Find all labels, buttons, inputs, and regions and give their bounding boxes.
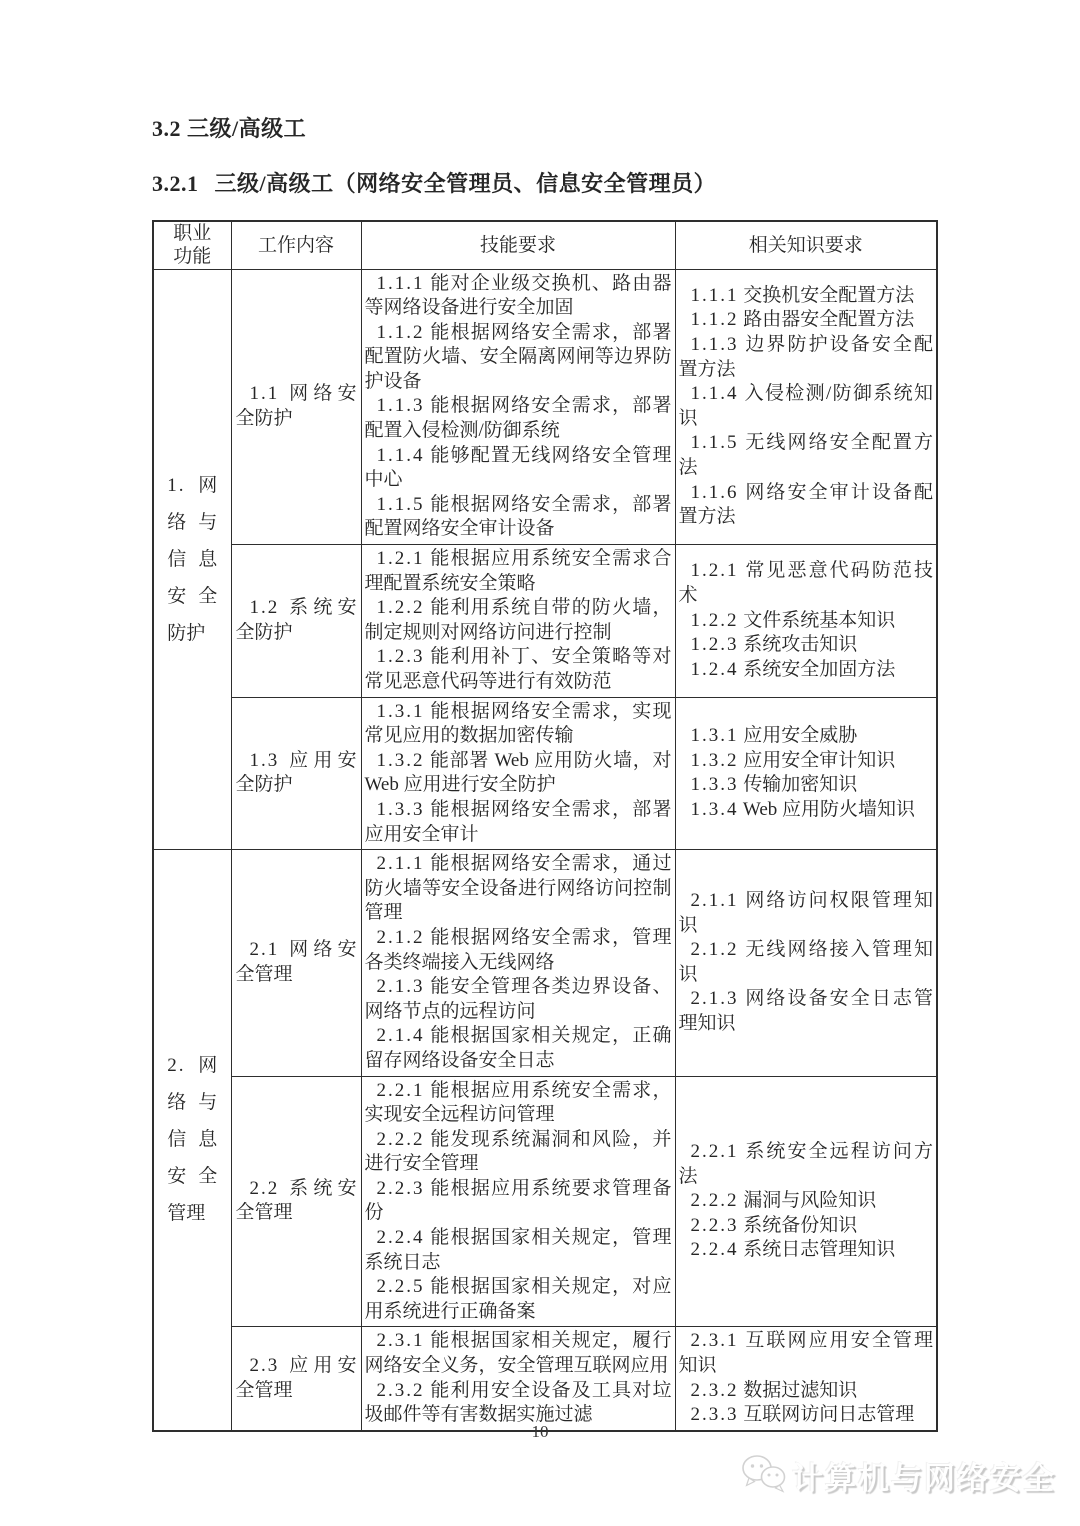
item-number: 2.2 bbox=[249, 1177, 280, 1199]
item-number: 1.3.1 bbox=[690, 725, 739, 747]
knowledge-item: 1.3.2 应用安全审计知识 bbox=[690, 749, 896, 771]
knowledge-item: 1.3.1 应用安全威胁 bbox=[690, 725, 858, 747]
skills-cell bbox=[361, 697, 675, 850]
item-number: 1.3.1 bbox=[376, 700, 425, 722]
skill-item: 2.2.1 能根据应用系统安全需求，实现安全远程访问管理 bbox=[364, 1079, 672, 1126]
work-content-cell bbox=[231, 1327, 361, 1431]
page-number: 10 bbox=[531, 1422, 549, 1441]
skill-item: 2.3.1 能根据国家相关规定，履行网络安全义务，安全管理互联网应用 bbox=[364, 1330, 672, 1377]
item-number: 1.1.5 bbox=[376, 493, 425, 515]
skill-item: 2.1.4 能根据国家相关规定，正确留存网络设备安全日志 bbox=[364, 1025, 672, 1071]
column-header: 相关知识要求 bbox=[675, 221, 937, 269]
item-number: 1.3.4 bbox=[690, 798, 739, 820]
knowledge-cell bbox=[675, 697, 937, 850]
item-number: 1.2.3 bbox=[376, 646, 425, 668]
knowledge-cell bbox=[675, 269, 937, 545]
knowledge-cell bbox=[675, 850, 937, 1076]
item-number: 2.1.3 bbox=[376, 976, 425, 998]
item-number: 2.3.3 bbox=[690, 1404, 739, 1426]
item-number: 1.1 bbox=[249, 383, 280, 405]
skill-item: 1.2.3 能利用补丁、安全策略等对常见恶意代码等进行有效防范 bbox=[364, 646, 672, 692]
function-cell bbox=[153, 850, 231, 1431]
skills-cell bbox=[361, 545, 675, 698]
work-content-label: 2.2 系统安全管理 bbox=[235, 1177, 357, 1224]
column-header: 技能要求 bbox=[361, 221, 675, 269]
item-number: 1.1.3 bbox=[690, 333, 739, 355]
item-number: 1.3.2 bbox=[690, 749, 739, 771]
skill-item: 1.1.3 能根据网络安全需求，部署配置入侵检测/防御系统 bbox=[364, 395, 672, 442]
skill-item: 1.3.2 能部署 Web 应用防火墙，对 Web 应用进行安全防护 bbox=[364, 749, 672, 796]
item-number: 1.2 bbox=[249, 597, 280, 619]
knowledge-item: 2.2.3 系统备份知识 bbox=[690, 1214, 858, 1236]
watermark bbox=[740, 1452, 1056, 1499]
skills-standard-table bbox=[152, 220, 938, 1432]
item-number: 1.1.3 bbox=[376, 395, 425, 417]
item-number: 2.2.1 bbox=[690, 1140, 739, 1162]
item-number: 2.2.4 bbox=[690, 1239, 739, 1261]
item-number: 1. bbox=[167, 474, 186, 496]
knowledge-item: 1.2.1 常见恶意代码防范技术 bbox=[678, 560, 933, 606]
item-number: 2.1 bbox=[249, 939, 280, 961]
work-content-cell bbox=[231, 545, 361, 698]
skill-item: 2.2.3 能根据应用系统要求管理备份 bbox=[364, 1177, 672, 1224]
item-number: 1.1.2 bbox=[376, 321, 425, 343]
work-content-label: 1.3 应用安全防护 bbox=[235, 749, 357, 796]
function-label: 2. 网络与信息安全管理 bbox=[167, 1055, 218, 1225]
skill-item: 2.1.2 能根据网络安全需求，管理各类终端接入无线网络 bbox=[364, 926, 672, 973]
item-number: 2.3.2 bbox=[376, 1379, 425, 1401]
knowledge-item: 2.1.2 无线网络接入管理知识 bbox=[678, 939, 933, 985]
work-content-cell bbox=[231, 697, 361, 850]
skill-item: 1.1.2 能根据网络安全需求，部署配置防火墙、安全隔离网闸等边界防护设备 bbox=[364, 321, 672, 392]
knowledge-item: 2.3.3 互联网访问日志管理 bbox=[690, 1404, 915, 1426]
item-number: 2.2.2 bbox=[690, 1190, 739, 1212]
table-row bbox=[153, 269, 937, 545]
item-number: 1.2.2 bbox=[376, 597, 425, 619]
work-content-cell bbox=[231, 850, 361, 1076]
watermark-text: 计算机与网络安全 bbox=[792, 1461, 1056, 1496]
subsection-number: 3.2.1 bbox=[152, 171, 199, 196]
knowledge-item: 2.3.2 数据过滤知识 bbox=[690, 1379, 858, 1401]
item-number: 2.3.1 bbox=[376, 1330, 425, 1352]
knowledge-item: 1.3.4 Web 应用防火墙知识 bbox=[690, 798, 916, 820]
table-header-row bbox=[153, 221, 937, 269]
skills-cell bbox=[361, 850, 675, 1076]
item-number: 2.1.1 bbox=[690, 890, 739, 912]
table-row bbox=[153, 1327, 937, 1431]
table-row bbox=[153, 545, 937, 698]
skill-item: 1.1.1 能对企业级交换机、路由器等网络设备进行安全加固 bbox=[364, 272, 672, 319]
knowledge-item: 1.1.4 入侵检测/防御系统知识 bbox=[678, 383, 933, 429]
skill-item: 2.1.3 能安全管理各类边界设备、网络节点的远程访问 bbox=[364, 976, 672, 1022]
subsection-title bbox=[152, 167, 936, 198]
table-row bbox=[153, 1076, 937, 1327]
knowledge-item: 1.1.3 边界防护设备安全配置方法 bbox=[678, 333, 933, 380]
item-number: 2.2.1 bbox=[376, 1079, 425, 1101]
knowledge-cell bbox=[675, 545, 937, 698]
section-title: 3.2 三级/高级工 bbox=[152, 116, 307, 141]
wechat-logo-icon bbox=[740, 1452, 788, 1499]
item-number: 2.1.1 bbox=[376, 853, 425, 875]
knowledge-item: 2.1.1 网络访问权限管理知识 bbox=[678, 890, 933, 936]
item-number: 1.2.2 bbox=[690, 609, 739, 631]
item-number: 1.3.2 bbox=[376, 749, 425, 771]
skill-item: 2.3.2 能利用安全设备及工具对垃圾邮件等有害数据实施过滤 bbox=[364, 1379, 672, 1426]
function-cell bbox=[153, 269, 231, 850]
item-number: 2.3.1 bbox=[690, 1330, 739, 1352]
item-number: 1.3.3 bbox=[376, 798, 425, 820]
item-number: 2.2.3 bbox=[376, 1177, 425, 1199]
column-header-text: 职业功能 bbox=[173, 223, 212, 268]
knowledge-item: 2.1.3 网络设备安全日志管理知识 bbox=[678, 988, 933, 1035]
work-content-cell bbox=[231, 1076, 361, 1327]
item-number: 2.1.2 bbox=[376, 926, 425, 948]
item-number: 1.1.4 bbox=[376, 444, 425, 466]
skills-cell bbox=[361, 269, 675, 545]
item-number: 1.1.1 bbox=[376, 272, 425, 294]
item-number: 1.2.3 bbox=[690, 634, 739, 656]
skill-item: 2.2.2 能发现系统漏洞和风险，并进行安全管理 bbox=[364, 1128, 672, 1175]
skill-item: 1.3.3 能根据网络安全需求，部署应用安全审计 bbox=[364, 798, 672, 845]
item-number: 2. bbox=[167, 1055, 186, 1077]
knowledge-item: 1.3.3 传输加密知识 bbox=[690, 774, 858, 796]
item-number: 2.1.2 bbox=[690, 939, 739, 961]
work-content-label: 1.2 系统安全防护 bbox=[235, 597, 357, 643]
item-number: 2.3.2 bbox=[690, 1379, 739, 1401]
item-number: 1.2.1 bbox=[376, 548, 425, 570]
skill-item: 1.3.1 能根据网络安全需求，实现常见应用的数据加密传输 bbox=[364, 700, 672, 747]
skill-item: 2.2.5 能根据国家相关规定，对应用系统进行正确备案 bbox=[364, 1276, 672, 1322]
knowledge-item: 1.2.3 系统攻击知识 bbox=[690, 634, 858, 656]
item-number: 2.2.3 bbox=[690, 1214, 739, 1236]
knowledge-cell bbox=[675, 1327, 937, 1431]
skill-item: 1.1.5 能根据网络安全需求，部署配置网络安全审计设备 bbox=[364, 493, 672, 540]
knowledge-item: 2.3.1 互联网应用安全管理知识 bbox=[678, 1330, 933, 1377]
item-number: 1.2.4 bbox=[690, 658, 739, 680]
subsection-title-text: 三级/高级工（网络安全管理员、信息安全管理员） bbox=[214, 171, 717, 196]
item-number: 2.2.4 bbox=[376, 1227, 425, 1249]
item-number: 2.2.2 bbox=[376, 1128, 425, 1150]
knowledge-cell bbox=[675, 1076, 937, 1327]
item-number: 1.1.2 bbox=[690, 309, 739, 331]
item-number: 1.2.1 bbox=[690, 560, 739, 582]
knowledge-item: 2.2.1 系统安全远程访问方法 bbox=[678, 1140, 933, 1187]
skills-cell bbox=[361, 1076, 675, 1327]
page-content bbox=[152, 112, 936, 1432]
knowledge-item: 1.1.6 网络安全审计设备配置方法 bbox=[678, 481, 933, 528]
item-number: 2.1.3 bbox=[690, 988, 739, 1010]
item-number: 1.1.5 bbox=[690, 432, 739, 454]
item-number: 2.2.5 bbox=[376, 1276, 425, 1298]
item-number: 1.1.6 bbox=[690, 481, 739, 503]
item-number: 1.3 bbox=[249, 749, 280, 771]
column-header bbox=[153, 221, 231, 269]
function-label: 1. 网络与信息安全防护 bbox=[167, 474, 218, 644]
knowledge-item: 1.1.5 无线网络安全配置方法 bbox=[678, 432, 933, 478]
skill-item: 1.2.1 能根据应用系统安全需求合理配置系统安全策略 bbox=[364, 548, 672, 594]
table-row bbox=[153, 850, 937, 1076]
item-number: 1.1.1 bbox=[690, 284, 739, 306]
skill-item: 1.1.4 能够配置无线网络安全管理中心 bbox=[364, 444, 672, 491]
work-content-label: 2.1 网络安全管理 bbox=[235, 939, 357, 985]
work-content-label: 1.1 网络安全防护 bbox=[235, 383, 357, 429]
item-number: 1.1.4 bbox=[690, 383, 739, 405]
skill-item: 2.2.4 能根据国家相关规定，管理系统日志 bbox=[364, 1227, 672, 1273]
header-row bbox=[153, 221, 937, 269]
skill-item: 2.1.1 能根据网络安全需求，通过防火墙等安全设备进行网络访问控制管理 bbox=[364, 853, 672, 924]
skills-cell bbox=[361, 1327, 675, 1431]
knowledge-item: 1.2.2 文件系统基本知识 bbox=[690, 609, 896, 631]
table-row bbox=[153, 697, 937, 850]
knowledge-item: 2.2.2 漏洞与风险知识 bbox=[690, 1190, 877, 1212]
knowledge-item: 1.1.1 交换机安全配置方法 bbox=[690, 284, 915, 306]
column-header: 工作内容 bbox=[231, 221, 361, 269]
knowledge-item: 2.2.4 系统日志管理知识 bbox=[690, 1239, 896, 1261]
knowledge-item: 1.1.2 路由器安全配置方法 bbox=[690, 309, 915, 331]
item-number: 2.3 bbox=[249, 1355, 280, 1377]
knowledge-item: 1.2.4 系统安全加固方法 bbox=[690, 658, 896, 680]
work-content-label: 2.3 应用安全管理 bbox=[235, 1355, 357, 1401]
item-number: 1.3.3 bbox=[690, 774, 739, 796]
table-body bbox=[153, 269, 937, 1431]
item-number: 2.1.4 bbox=[376, 1025, 425, 1047]
work-content-cell bbox=[231, 269, 361, 545]
skill-item: 1.2.2 能利用系统自带的防火墙，制定规则对网络访问进行控制 bbox=[364, 597, 672, 643]
